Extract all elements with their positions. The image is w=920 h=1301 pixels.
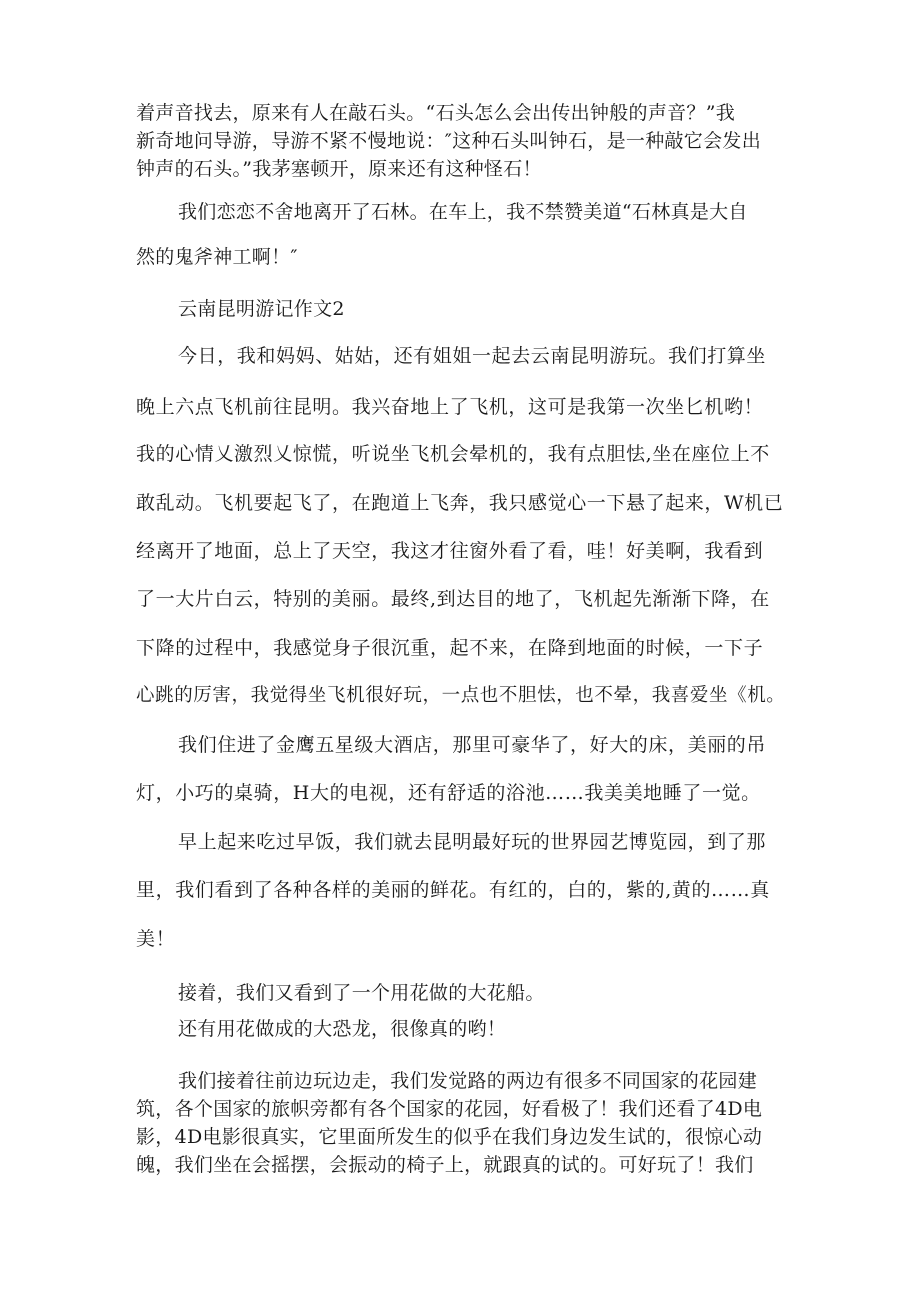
text-line: 钟声的石头。”我茅塞顿开，原来还有这种怪石！ [136, 158, 542, 180]
text-line: 灯，小巧的桌骑，H大的电视，还有舒适的浴池……我美美地睡了一觉。 [136, 782, 761, 804]
text-line: 下降的过程中，我感觉身子很沉重，起不来，在降到地面的时候，一下子 [136, 637, 764, 659]
text-line: 敢乱动。飞机要起飞了，在跑道上飞奔，我只感觉心一下悬了起来，W机已 [136, 492, 784, 514]
text-line: 经离开了地面，总上了天空，我这才往窗外看了看，哇！好美啊，我看到 [136, 540, 764, 562]
text-line: 我们接着往前边玩边走，我们发觉路的两边有很多不同国家的花园建 [178, 1070, 758, 1092]
text-line: 魄，我们坐在会摇摆，会振动的椅子上，就跟真的试的。可好玩了！我们 [136, 1154, 754, 1176]
text-line: 美！ [136, 928, 176, 950]
text-line: 我们住进了金鹰五星级大酒店，那里可豪华了，好大的床，美丽的吊 [178, 734, 767, 756]
text-line: 了一大片白云，特别的美丽。最终,到达目的地了，飞机起先渐渐下降，在 [136, 588, 770, 610]
text-line: 我们恋恋不舍地离开了石林。在车上，我不禁赞美道“石林真是大自 [178, 201, 748, 223]
text-line: 还有用花做成的大恐龙，很像真的哟！ [178, 1018, 507, 1040]
text-line: 里，我们看到了各种各样的美丽的鲜花。有红的，白的，紫的,黄的……真 [136, 879, 770, 901]
text-line: 筑，各个国家的旅帜旁都有各个国家的花园，好看极了！我们还看了4D电 [136, 1098, 763, 1120]
text-line: 新奇地问导游，导游不紧不慢地说：″这种石头叫钟石，是一种敲它会发出 [136, 130, 761, 152]
text-line: 然的鬼斧神工啊！″ [136, 246, 298, 268]
text-line: 接着，我们又看到了一个用花做的大花船。 [178, 982, 545, 1004]
text-line: 着声音找去，原来有人在敲石头。“石头怎么会出传出钟般的声音？”我 [136, 102, 736, 124]
text-line: 影，4D电影很真实，它里面所发生的似乎在我们身边发生试的，很惊心动 [136, 1126, 763, 1148]
text-line: 早上起来吃过早饭，我们就去昆明最好玩的世界园艺博览园，到了那 [178, 831, 767, 853]
essay-title: 云南昆明游记作文2 [178, 298, 345, 320]
text-line: 我的心情乂激烈乂惊慌，听说坐飞机会晕机的，我有点胆怯,坐在座位上不 [136, 443, 770, 465]
text-line: 晚上六点飞机前往昆明。我兴奋地上了飞机，这可是我第一次坐匕机哟！ [136, 396, 764, 418]
text-line: 心跳的厉害，我觉得坐飞机很好玩，一点也不胆怯，也不晕，我喜爱坐《机。 [136, 685, 786, 706]
text-line: 今日，我和妈妈、姑姑，还有姐姐一起去云南昆明游玩。我们打算坐 [178, 345, 767, 367]
